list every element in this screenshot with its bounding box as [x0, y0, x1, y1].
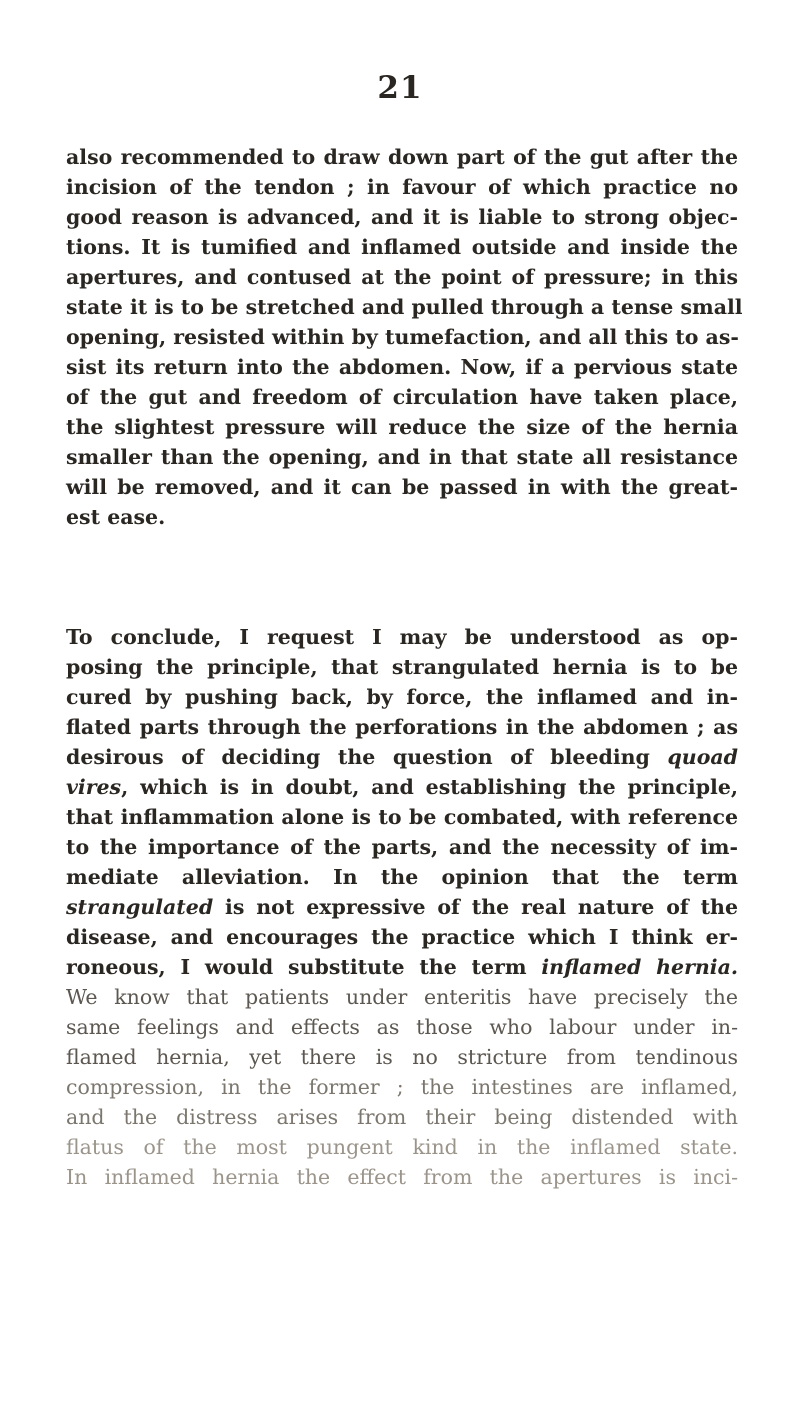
text-line: compression, in the former ; the intestines are inflamed,: [66, 1075, 738, 1099]
text-line: [66, 892, 738, 922]
text-line: also recommended to draw down part of the gut after the: [66, 145, 738, 169]
text-line: est ease.: [66, 505, 166, 529]
italic-phrase: strangulated: [66, 895, 214, 919]
text-line: opening, resisted within by tumefaction, and all this to as-: [66, 325, 739, 349]
text-fragment: desirous of deciding the question of bleeding: [66, 745, 650, 769]
text-line: that inflammation alone is to be combated, with reference: [66, 805, 738, 829]
text-line: cured by pushing back, by force, the inflamed and in-: [66, 685, 738, 709]
text-line: posing the principle, that strangulated hernia is to be: [66, 655, 738, 679]
text-fragment: , which is in doubt, and establishing the principle,: [121, 775, 738, 799]
text-line: [66, 772, 738, 802]
paragraph-2: [66, 622, 738, 1192]
paragraph-1: [66, 142, 743, 532]
text-line: to the importance of the parts, and the necessity of im-: [66, 835, 738, 859]
text-line: flated parts through the perforations in the abdomen ; as: [66, 715, 738, 739]
text-fragment: is not expressive of the real nature of the: [213, 895, 738, 919]
text-line: To conclude, I request I may be understood as op-: [66, 625, 738, 649]
text-line: mediate alleviation. In the opinion that the term: [66, 865, 738, 889]
text-line: and the distress arises from their being distended with: [66, 1105, 738, 1129]
text-line: smaller than the opening, and in that state all resistance: [66, 445, 738, 469]
text-line: [66, 742, 738, 772]
text-line: flatus of the most pungent kind in the inflamed state.: [66, 1135, 738, 1159]
text-line: state it is to be stretched and pulled through a tense small: [66, 295, 743, 319]
text-line: of the gut and freedom of circulation have taken place,: [66, 385, 738, 409]
text-line: [66, 952, 738, 982]
text-fragment: roneous, I would substitute the term: [66, 955, 527, 979]
text-line: tions. It is tumified and inflamed outside and inside the: [66, 235, 738, 259]
text-line: good reason is advanced, and it is liable to strong objec-: [66, 205, 738, 229]
text-line: disease, and encourages the practice which I think er-: [66, 925, 738, 949]
text-line: sist its return into the abdomen. Now, if a pervious state: [66, 355, 738, 379]
text-line: We know that patients under enteritis have precisely the: [66, 985, 738, 1009]
italic-phrase: quoad: [667, 745, 738, 769]
text-line: In inflamed hernia the effect from the apertures is inci-: [66, 1165, 738, 1189]
text-line: incision of the tendon ; in favour of which practice no: [66, 175, 738, 199]
text-line: the slightest pressure will reduce the size of the hernia: [66, 415, 738, 439]
italic-phrase: vires: [66, 775, 122, 799]
text-line: same feelings and effects as those who labour under in-: [66, 1015, 738, 1039]
text-line: flamed hernia, yet there is no stricture from tendinous: [66, 1045, 738, 1069]
text-line: apertures, and contused at the point of pressure; in this: [66, 265, 738, 289]
page-number: 21: [377, 70, 423, 106]
text-line: will be removed, and it can be passed in with the great-: [66, 475, 738, 499]
italic-phrase: inflamed hernia.: [541, 955, 738, 979]
